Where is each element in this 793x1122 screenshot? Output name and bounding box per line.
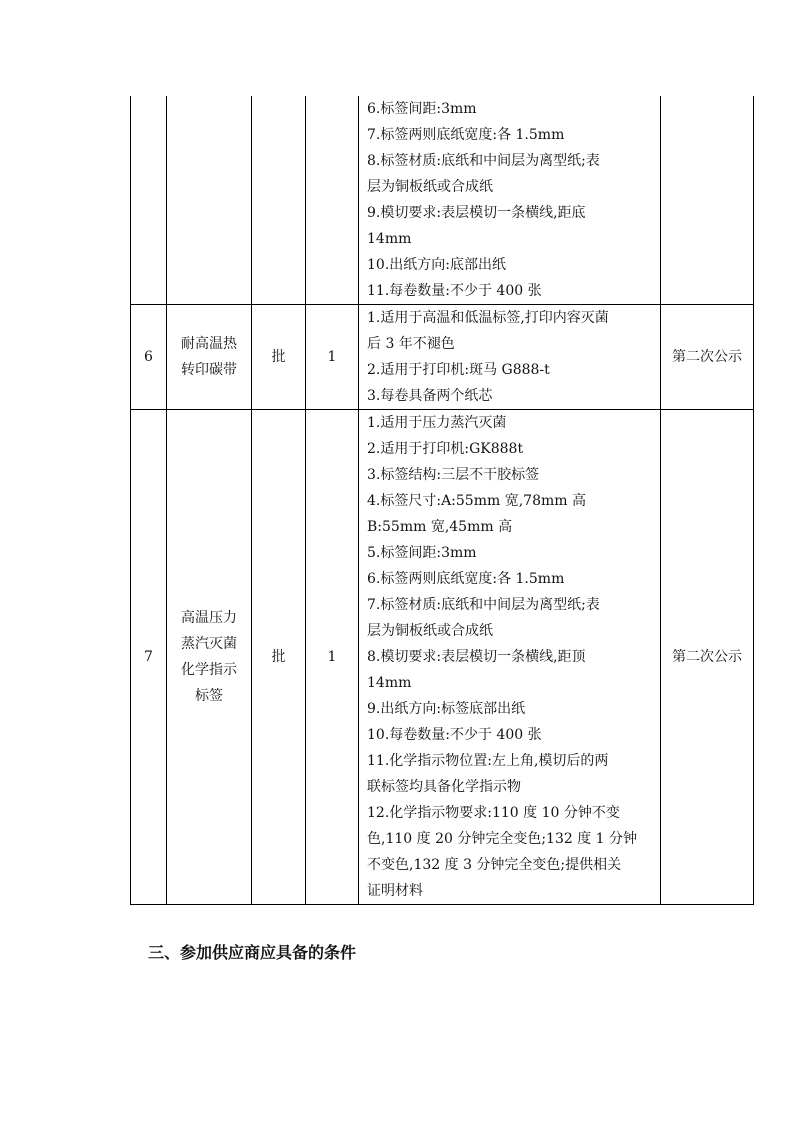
requirement-line: 1.适用于压力蒸汽灭菌 — [367, 415, 507, 431]
item-name-cell — [167, 410, 252, 905]
item-name-line: 蒸汽灭菌 — [181, 636, 237, 652]
requirement-line: 证明材料 — [367, 883, 423, 899]
requirement-line: 2.适用于打印机:斑马 G888-t — [367, 362, 550, 378]
requirement-line: 色,110 度 20 分钟完全变色;132 度 1 分钟 — [367, 831, 638, 847]
item-name-cell — [167, 96, 252, 305]
item-name-line: 耐高温热 — [181, 336, 237, 352]
requirement-line: 后 3 年不褪色 — [367, 336, 455, 352]
requirement-line: 11.每卷数量:不少于 400 张 — [367, 283, 542, 299]
item-number-cell: 6 — [131, 305, 167, 410]
item-number-cell: 7 — [131, 410, 167, 905]
table-row — [131, 96, 754, 305]
requirement-line: 9.模切要求:表层模切一条横线,距底 — [367, 205, 586, 221]
item-name-line: 化学指示 — [181, 662, 237, 678]
remark-cell: 第二次公示 — [661, 305, 754, 410]
remark-cell — [661, 96, 754, 305]
unit-cell — [252, 96, 306, 305]
requirement-line: B:55mm 宽,45mm 高 — [367, 519, 513, 535]
requirement-line: 1.适用于高温和低温标签,打印内容灭菌 — [367, 310, 609, 326]
item-name-line: 转印碳带 — [181, 362, 237, 378]
requirement-line: 14mm — [367, 231, 412, 247]
requirement-line: 14mm — [367, 675, 412, 691]
requirement-line: 3.标签结构:三层不干胶标签 — [367, 467, 540, 483]
item-number-cell — [131, 96, 167, 305]
requirement-line: 10.出纸方向:底部出纸 — [367, 257, 506, 273]
requirement-line: 8.模切要求:表层模切一条横线,距顶 — [367, 649, 586, 665]
item-name-line: 标签 — [195, 688, 223, 704]
requirement-line: 层为铜板纸或合成纸 — [367, 623, 493, 639]
requirement-line: 联标签均具备化学指示物 — [367, 779, 521, 795]
requirement-line: 7.标签材质:底纸和中间层为离型纸;表 — [367, 597, 600, 613]
requirement-line: 6.标签两则底纸宽度:各 1.5mm — [367, 571, 565, 587]
requirement-line: 8.标签材质:底纸和中间层为离型纸;表 — [367, 153, 600, 169]
requirement-line: 3.每卷具备两个纸芯 — [367, 388, 493, 404]
requirement-line: 2.适用于打印机:GK888t — [367, 441, 524, 457]
requirements-cell — [359, 96, 661, 305]
requirements-cell — [359, 410, 661, 905]
requirement-line: 7.标签两则底纸宽度:各 1.5mm — [367, 127, 565, 143]
quantity-cell — [306, 96, 359, 305]
requirement-line: 4.标签尺寸:A:55mm 宽,78mm 高 — [367, 493, 586, 509]
item-name-cell — [167, 305, 252, 410]
table-row — [131, 410, 754, 905]
requirement-line: 10.每卷数量:不少于 400 张 — [367, 727, 542, 743]
requirement-line: 5.标签间距:3mm — [367, 545, 477, 561]
spec-table — [130, 96, 754, 905]
unit-cell: 批 — [252, 410, 306, 905]
requirement-line: 6.标签间距:3mm — [367, 101, 477, 117]
requirement-line: 不变色,132 度 3 分钟完全变色;提供相关 — [367, 857, 622, 873]
requirement-line: 层为铜板纸或合成纸 — [367, 179, 493, 195]
quantity-cell: 1 — [306, 410, 359, 905]
section-heading: 三、参加供应商应具备的条件 — [148, 943, 357, 962]
unit-cell: 批 — [252, 305, 306, 410]
requirements-cell — [359, 305, 661, 410]
quantity-cell: 1 — [306, 305, 359, 410]
remark-cell: 第二次公示 — [661, 410, 754, 905]
requirement-line: 11.化学指示物位置:左上角,模切后的两 — [367, 753, 609, 769]
item-name-line: 高温压力 — [181, 610, 237, 626]
table-row — [131, 305, 754, 410]
requirement-line: 12.化学指示物要求:110 度 10 分钟不变 — [367, 805, 620, 821]
requirement-line: 9.出纸方向:标签底部出纸 — [367, 701, 526, 717]
